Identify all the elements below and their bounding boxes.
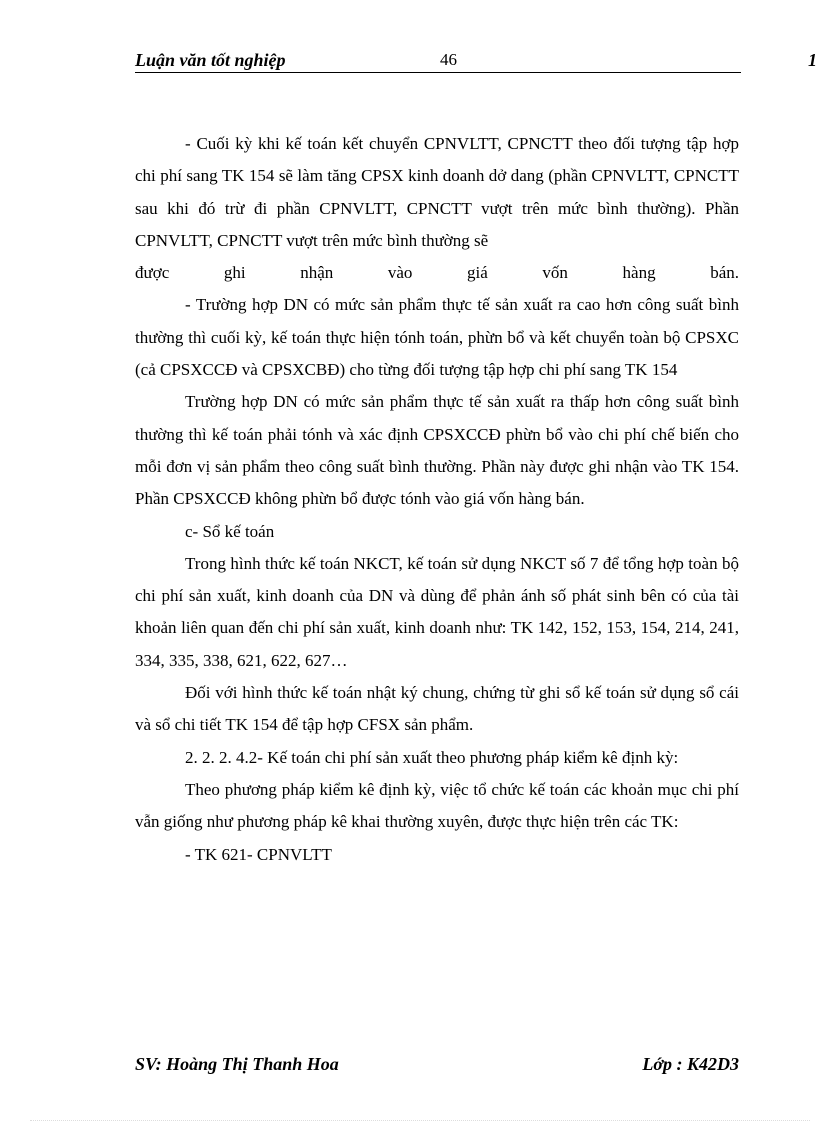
page-bottom-divider: [30, 1120, 810, 1121]
header-edge-char: 1: [808, 50, 817, 70]
student-name: SV: Hoàng Thị Thanh Hoa: [135, 1054, 339, 1074]
page-header: [135, 48, 741, 73]
thesis-title: Luận văn tốt nghiệp: [135, 50, 286, 70]
class-label: Lớp : K42D3: [642, 1054, 739, 1074]
section-heading-ledger: c- Sổ kế toán: [185, 521, 275, 541]
page-footer: [135, 1054, 739, 1078]
paragraph-high-output: - Trường hợp DN có mức sản phẩm thực tế sản xuất ra cao hơn công suất bình thường thì cuối kỳ, kế toán thực hiện tónh toán, phừn bổ và kết chuyển toàn bộ CPSXC (cả CPSXCCĐ và CPSXCBĐ) cho từng đối tượng tập hợp chi phí sang TK 154: [135, 295, 739, 380]
body-text: [135, 128, 739, 871]
page-number: 46: [440, 50, 457, 69]
paragraph-cost-of-goods: được ghi nhận vào giá vốn hàng bán.: [135, 263, 739, 283]
section-heading-periodic: 2. 2. 2. 4.2- Kế toán chi phí sản xuất theo phương pháp kiểm kê định kỳ:: [185, 747, 679, 767]
list-item-tk621: - TK 621- CPNVLTT: [185, 844, 332, 864]
paragraph-nkct: Trong hình thức kế toán NKCT, kế toán sử dụng NKCT số 7 để tổng hợp toàn bộ chi phí sản xuất, kinh doanh của DN và dùng để phản ánh số phát sinh bên có của tài khoản liên quan đến chi phí sản xuất, kinh doanh như: TK 142, 152, 153, 154, 214, 241, 334, 335, 338, 621, 622, 627…: [135, 553, 739, 670]
paragraph-closing-transfer: - Cuối kỳ khi kế toán kết chuyển CPNVLTT, CPNCTT theo đối tượng tập hợp chi phí sang TK 154 sẽ làm tăng CPSX kinh doanh dở dang (phần CPNVLTT, CPNCTT sau khi đó trừ đi phần CPNVLTT, CPNCTT vượt trên mức bình thường). Phần CPNVLTT, CPNCTT vượt trên mức bình thường sẽ: [135, 134, 739, 250]
paragraph-low-output: Trường hợp DN có mức sản phẩm thực tế sản xuất ra thấp hơn công suất bình thường thì kế toán phải tónh và xác định CPSXCCĐ phừn bổ vào chi phí chế biến cho mỗi đơn vị sản phẩm theo công suất bình thường. Phần này được ghi nhận vào TK 154. Phần CPSXCCĐ không phừn bổ được tónh vào giá vốn hàng bán.: [135, 392, 739, 509]
paragraph-general-journal: Đối với hình thức kế toán nhật ký chung, chứng từ ghi sổ kế toán sử dụng sổ cái và sổ chi tiết TK 154 để tập hợp CFSX sản phẩm.: [135, 683, 739, 735]
paragraph-periodic-method: Theo phương pháp kiểm kê định kỳ, việc tổ chức kế toán các khoản mục chi phí vẫn giống như phương pháp kê khai thường xuyên, được thực hiện trên các TK:: [135, 779, 739, 832]
